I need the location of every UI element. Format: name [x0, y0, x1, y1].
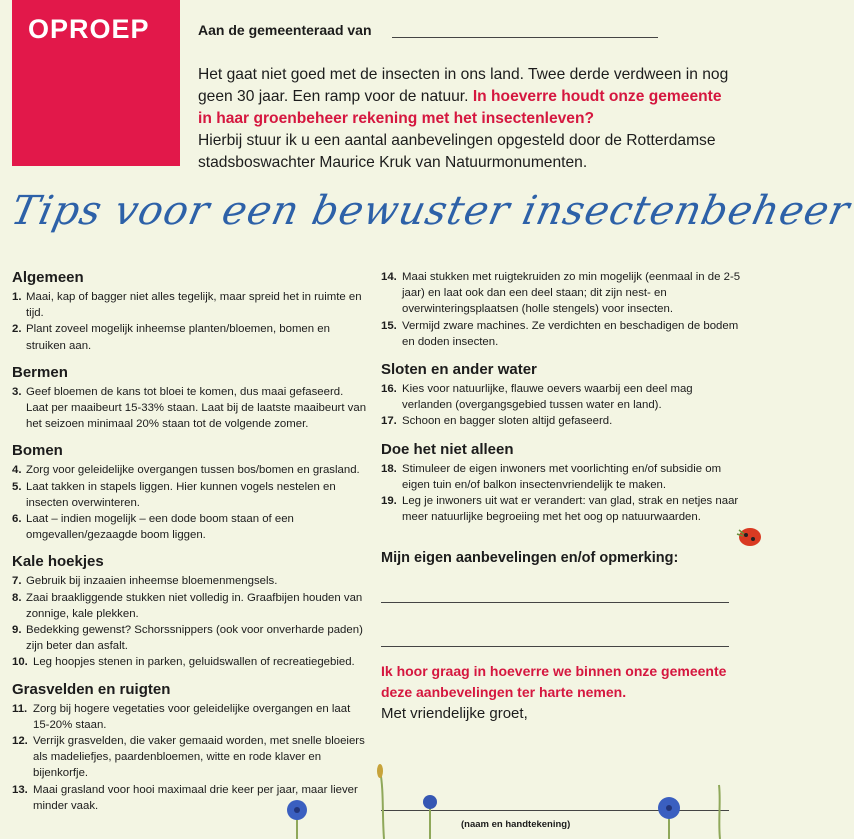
- municipality-line[interactable]: [392, 37, 658, 38]
- item-text: Laat – indien mogelijk – een dode boom staan of een omgevallen/gezaagde boom liggen.: [26, 513, 294, 542]
- item-number: 4.: [12, 464, 22, 477]
- item-text: Geef bloemen de kans tot bloei te komen, dus maai gefaseerd. Laat per maaibeurt 15-33% staan. Laat bij de laatste maaibeurt van het seizoen minimaal 20% staan tot de volgende zomer.: [26, 385, 367, 431]
- list-item: [12, 654, 368, 670]
- list-item: [381, 461, 741, 493]
- item-text: Vermijd zware machines. Ze verdichten en beschadigen de bodem en doden insecten.: [402, 319, 739, 348]
- item-text: Leg hoopjes stenen in parken, geluidswallen of recreatiegebied.: [33, 656, 355, 669]
- list-item: [12, 733, 368, 782]
- intro-question: In hoeverre houdt onze gemeente in haar groenbeheer rekening met het insectenleven?: [198, 88, 722, 127]
- item-number: 14.: [381, 271, 397, 283]
- list-item: [381, 413, 741, 429]
- list-item: [381, 269, 741, 318]
- item-number: 9.: [12, 624, 22, 637]
- badge-title: OPROEP: [28, 14, 150, 44]
- item-number: 2.: [12, 323, 22, 336]
- item-text: Maai grasland voor hooi maximaal drie keer per jaar, maar liever minder vaak.: [33, 783, 358, 812]
- section-title: Sloten en ander water: [381, 361, 537, 379]
- item-text: Leg je inwoners uit wat er verandert: van glad, strak en netjes naar meer natuurlijke begroeiing met het oog op natuurwaarden.: [402, 495, 739, 524]
- item-number: 16.: [381, 383, 397, 396]
- section-kale-hoekjes: [12, 552, 368, 670]
- write-line-1[interactable]: [381, 602, 729, 603]
- list-item: [12, 462, 368, 478]
- oproep-badge: [12, 0, 180, 166]
- item-text: Zorg voor geleidelijke overgangen tussen bos/bomen en grasland.: [26, 464, 360, 477]
- section-bermen: [12, 363, 368, 433]
- right-column: [381, 269, 741, 525]
- section-ruigte: [381, 269, 741, 350]
- greeting: Met vriendelijke groet,: [381, 705, 528, 722]
- ladybug-icon: [733, 518, 767, 552]
- tips-title: Tips voor een bewuster insectenbeheer: [7, 188, 854, 234]
- section-samen: [381, 440, 741, 526]
- list-item: [381, 318, 741, 350]
- section-title: Grasvelden en ruigten: [12, 680, 171, 698]
- list-item: [12, 479, 368, 511]
- item-number: 11.: [12, 702, 28, 715]
- list-item: [12, 384, 368, 433]
- item-number: 7.: [12, 575, 22, 588]
- list-item: [12, 573, 368, 589]
- section-algemeen: [12, 268, 368, 354]
- item-text: Verrijk grasvelden, die vaker gemaaid worden, met snelle bloeiers als madeliefjes, paardenbloemen, witte en rode klaver en bijenkorfje.: [33, 735, 365, 780]
- item-number: 6.: [12, 513, 22, 526]
- item-text: Zorg bij hogere vegetaties voor geleidelijke overgangen en laat 15-20% staan.: [33, 702, 351, 731]
- list-item: [12, 511, 368, 543]
- item-number: 8.: [12, 591, 22, 604]
- item-number: 13.: [12, 783, 28, 796]
- list-item: [12, 701, 368, 733]
- item-text: Kies voor natuurlijke, flauwe oevers waarbij een deel mag verlanden (overgangsgebied tussen water en land).: [402, 383, 693, 412]
- item-number: 12.: [12, 735, 28, 748]
- intro-part-2: Hierbij stuur ik u een aantal aanbevelingen opgesteld door de Rotterdamse stadsboswachter Maurice Kruk van Natuurmonumenten.: [198, 132, 716, 171]
- item-number: 15.: [381, 319, 397, 332]
- grass-stem-icon: [708, 781, 732, 839]
- signature-label: (naam en handtekening): [461, 819, 571, 830]
- item-number: 10.: [12, 656, 28, 669]
- item-text: Stimuleer de eigen inwoners met voorlichting en/of subsidie om eigen tuin en/of balkon insectenvriendelijk te maken.: [402, 462, 722, 491]
- cornflower-icon: [262, 792, 332, 839]
- section-title: Bomen: [12, 442, 63, 460]
- list-item: [12, 622, 368, 654]
- list-item: [12, 590, 368, 622]
- item-number: 1.: [12, 291, 22, 303]
- list-item: [381, 493, 741, 525]
- item-text: Maai, kap of bagger niet alles tegelijk, maar spreid het in ruimte en tijd.: [26, 291, 362, 320]
- item-text: Gebruik bij inzaaien inheemse bloemenmengsels.: [26, 575, 278, 588]
- addressee-label: Aan de gemeenteraad van: [198, 22, 372, 38]
- item-number: 19.: [381, 495, 397, 508]
- item-number: 18.: [381, 462, 397, 475]
- cornflower-icon: [638, 790, 700, 839]
- cornflower-icon: [410, 788, 450, 839]
- item-number: 3.: [12, 385, 22, 398]
- item-text: Laat takken in stapels liggen. Hier kunnen vogels nestelen en insecten overwinteren.: [26, 480, 336, 509]
- section-bomen: [12, 441, 368, 543]
- write-line-2[interactable]: [381, 646, 729, 647]
- list-item: [12, 289, 368, 321]
- item-text: Bedekking gewenst? Schorssnippers (ook voor onverharde paden) zijn beter dan asfalt.: [26, 624, 363, 653]
- item-text: Maai stukken met ruigtekruiden zo min mogelijk (eenmaal in de 2-5 jaar) en laat ook dan een deel staan; dit zijn nest- en overwinteringsplaatsen (holle stengels) voor insecten.: [402, 271, 741, 316]
- item-number: 17.: [381, 415, 397, 428]
- section-title: Bermen: [12, 363, 68, 381]
- left-column: [12, 268, 368, 814]
- item-number: 5.: [12, 480, 22, 493]
- intro-text: [198, 64, 738, 174]
- section-sloten: [381, 360, 741, 430]
- section-title: Algemeen: [12, 269, 84, 286]
- item-text: Schoon en bagger sloten altijd gefaseerd.: [402, 415, 613, 428]
- closing-text: Ik hoor graag in hoeverre we binnen onze gemeente deze aanbevelingen ter harte nemen.: [381, 663, 727, 700]
- own-recommendations-title: Mijn eigen aanbevelingen en/of opmerking:: [381, 550, 679, 566]
- item-text: Zaai braakliggende stukken niet volledig in. Graafbijen houden van zonnige, kale plekken.: [26, 591, 363, 620]
- item-text: Plant zoveel mogelijk inheemse planten/bloemen, bomen en struiken aan.: [26, 323, 330, 352]
- list-item: [381, 381, 741, 413]
- list-item: [12, 321, 368, 353]
- section-title: Doe het niet alleen: [381, 440, 514, 458]
- intro-part-1: Het gaat niet goed met de insecten in ons land. Twee derde verdween in nog geen 30 jaar. Een ramp voor de natuur.: [198, 66, 729, 105]
- section-title: Kale hoekjes: [12, 553, 104, 571]
